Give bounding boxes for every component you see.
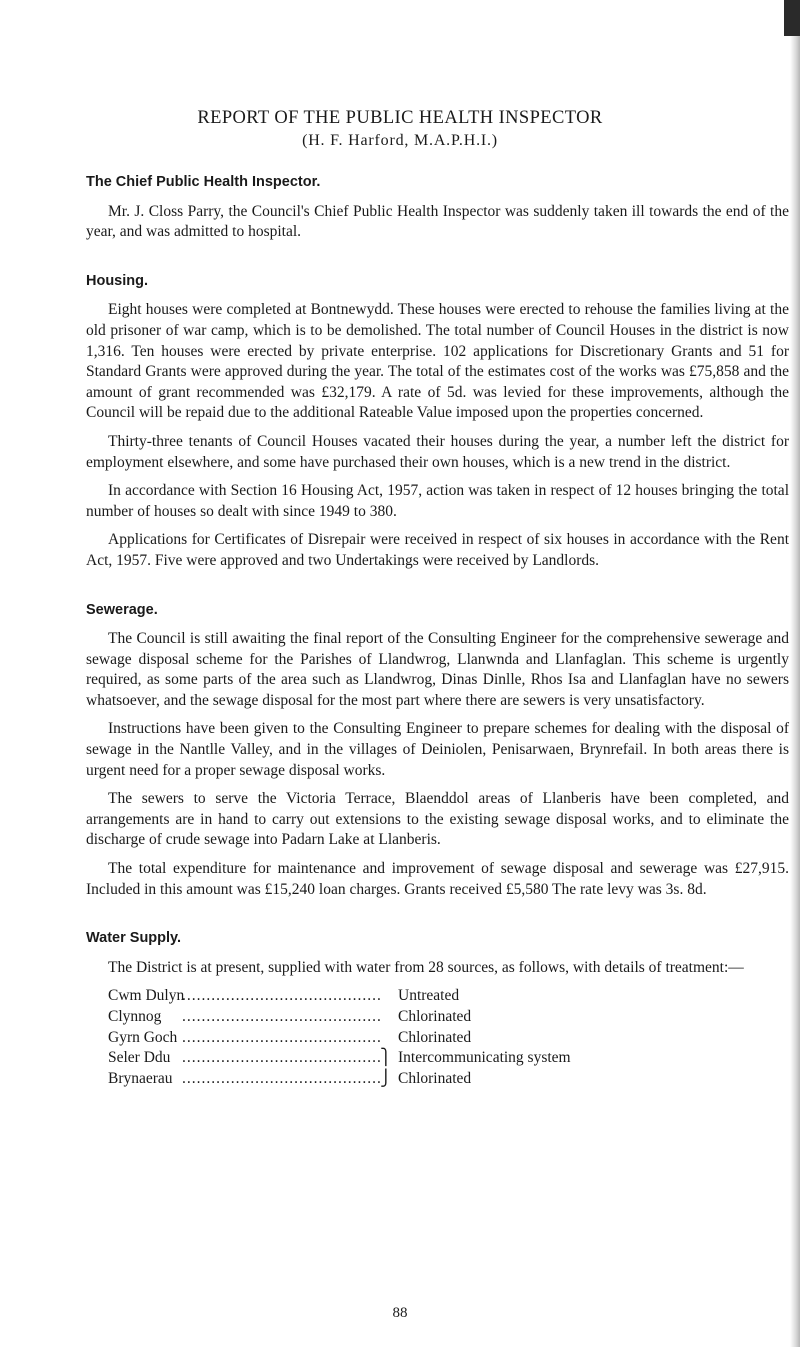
page-corner-mark bbox=[784, 0, 800, 36]
list-item bbox=[108, 1028, 789, 1049]
source-treatment: Untreated bbox=[398, 987, 460, 1005]
page-number: 88 bbox=[392, 1305, 408, 1321]
water-source-list bbox=[86, 986, 789, 1089]
paragraph: The sewers to serve the Victoria Terrace, Blaenddol areas of Llanberis have been completed, and arrangements are in hand to carry out extensions to the existing sewage disposal works, and to eliminate the discharge of crude sewage into Padarn Lake at Llanberis. bbox=[86, 790, 789, 849]
source-name: Seler Ddu bbox=[108, 1049, 171, 1067]
list-item bbox=[108, 986, 789, 1007]
source-treatment: Chlorinated bbox=[398, 1008, 472, 1025]
section-housing bbox=[86, 271, 789, 572]
paragraph: Thirty-three tenants of Council Houses vacated their houses during the year, a number left the district for employment elsewhere, and some have purchased their own houses, which is a new trend in the district. bbox=[86, 432, 789, 471]
report-title: REPORT OF THE PUBLIC HEALTH INSPECTOR bbox=[197, 108, 603, 128]
paragraph: The Council is still awaiting the final report of the Consulting Engineer for the comprehensive sewerage and sewage disposal scheme for the Parishes of Llandwrog, Llanwnda and Llanfaglan. This scheme is urgently required, as some parts of the area such as Llandwrog, Dinas Dinlle, Rhos Isa and Llanfaglan have no sewers whatsoever, and the sewage disposal for the most part where there are sewers is very unsatisfactory. bbox=[86, 630, 789, 709]
source-name: Clynnog bbox=[108, 1008, 162, 1025]
brace-mark: ⎭ bbox=[380, 1069, 392, 1087]
source-treatment: Intercommunicating system bbox=[398, 1049, 571, 1067]
dot-leader bbox=[182, 986, 380, 1007]
source-name: Gyrn Goch bbox=[108, 1028, 178, 1046]
dot-leader bbox=[182, 1007, 380, 1028]
source-name: Cwm Dulyn bbox=[108, 987, 185, 1005]
section-chief-inspector bbox=[86, 172, 789, 243]
section-heading: The Chief Public Health Inspector. bbox=[86, 174, 321, 190]
brace-mark: ⎫ bbox=[380, 1049, 392, 1067]
report-body bbox=[86, 172, 789, 1089]
section-water-supply bbox=[86, 928, 789, 1089]
dot-leader bbox=[182, 1048, 380, 1069]
dot-leader bbox=[182, 1028, 380, 1049]
page-edge-shadow bbox=[790, 0, 800, 1347]
dot-leader bbox=[182, 1069, 380, 1090]
source-name: Brynaerau bbox=[108, 1069, 173, 1087]
list-item bbox=[108, 1007, 789, 1028]
paragraph: Mr. J. Closs Parry, the Council's Chief Public Health Inspector was suddenly taken ill towards the end of the year, and was admitted to hospital. bbox=[86, 202, 789, 241]
paragraph: Eight houses were completed at Bontnewydd. These houses were erected to rehouse the families living at the old prisoner of war camp, which is to be demolished. The total number of Council Houses in the district is now 1,316. Ten houses were erected by private enterprise. 102 applications for Discretionary Grants and 51 for Standard Grants were approved during the year. The total of the estimates cost of the works was £75,858 and the amount of grant recommended was £32,179. A rate of 5d. was levied for these improvements, although the Council will be repaid due to the additional Rateable Value imposed upon the properties concerned. bbox=[86, 301, 789, 422]
paragraph: Applications for Certificates of Disrepair were received in respect of six houses in accordance with the Rent Act, 1957. Five were approved and two Undertakings were received by Landlords. bbox=[86, 531, 789, 569]
source-treatment: Chlorinated bbox=[398, 1069, 472, 1087]
section-heading: Sewerage. bbox=[86, 601, 158, 618]
list-item bbox=[108, 1048, 789, 1069]
section-heading: Housing. bbox=[86, 272, 149, 289]
report-author: (H. F. Harford, M.A.P.H.I.) bbox=[302, 132, 498, 149]
paragraph: The District is at present, supplied with water from 28 sources, as follows, with details of treatment:— bbox=[108, 958, 744, 976]
section-heading: Water Supply. bbox=[86, 930, 182, 947]
paragraph: Instructions have been given to the Consulting Engineer to prepare schemes for dealing with the disposal of sewage in the Nantlle Valley, and in the villages of Deiniolen, Penisarwaen, Brynrefail. In both areas there is urgent need for a proper sewage disposal works. bbox=[86, 720, 789, 779]
source-treatment: Chlorinated bbox=[398, 1028, 472, 1046]
list-item bbox=[108, 1069, 789, 1090]
paragraph: The total expenditure for maintenance and improvement of sewage disposal and sewerage was £27,915. Included in this amount was £15,240 loan charges. Grants received £5,580 The rate levy was 3s. 8d. bbox=[86, 860, 789, 898]
section-sewerage bbox=[86, 600, 789, 901]
paragraph: In accordance with Section 16 Housing Act, 1957, action was taken in respect of 12 houses bringing the total number of houses so dealt with since 1949 to 380. bbox=[86, 482, 789, 520]
